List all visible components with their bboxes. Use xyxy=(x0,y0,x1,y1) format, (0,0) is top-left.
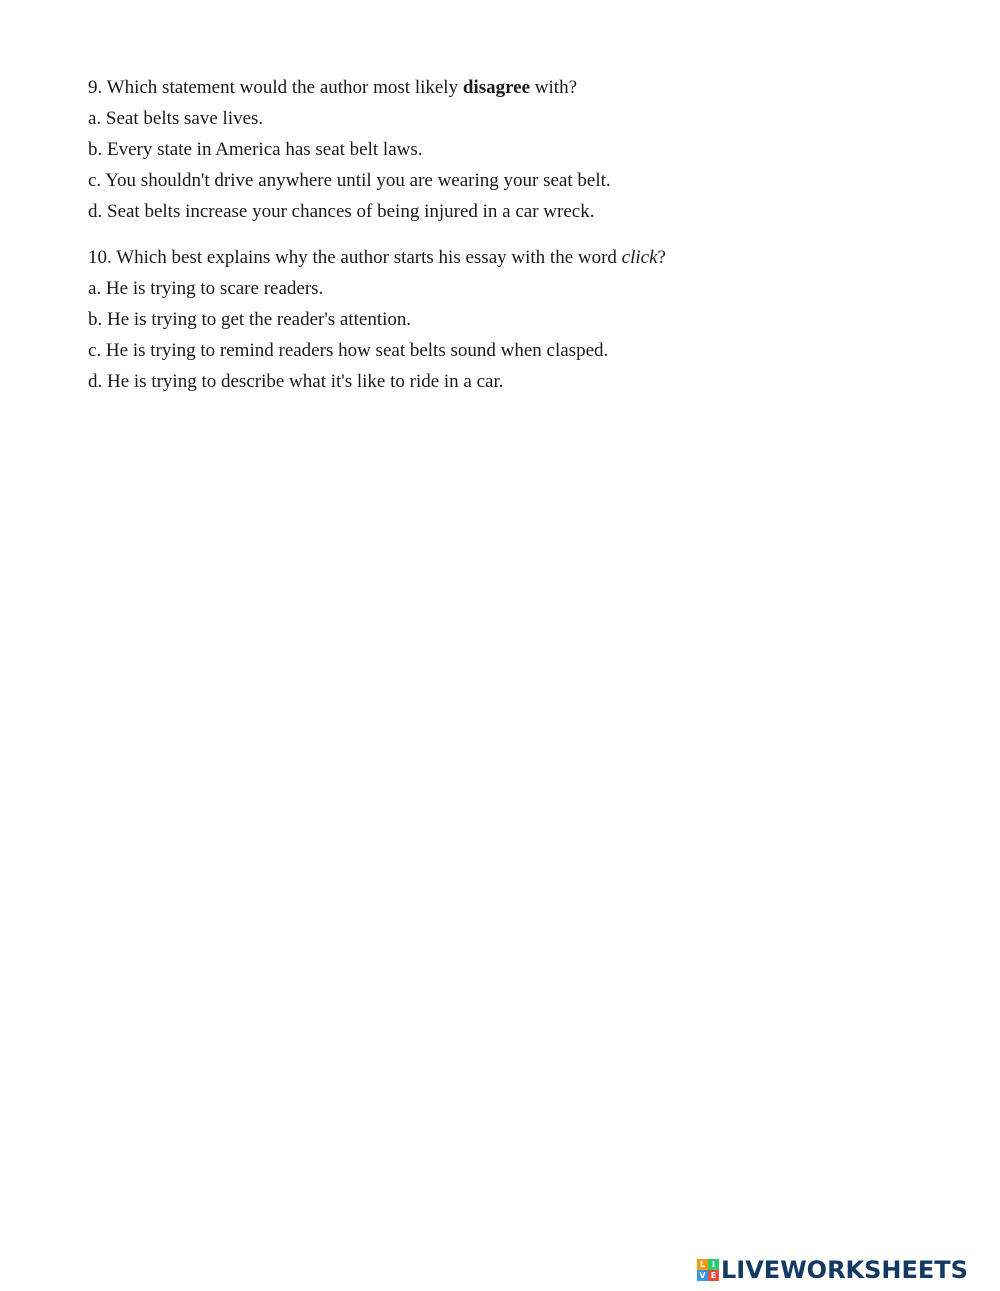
question-10-stem-end: ? xyxy=(657,247,666,268)
question-9-emphasis: disagree xyxy=(462,77,531,98)
question-9-stem xyxy=(88,72,968,103)
logo-wordmark: LIVEWORKSHEETS xyxy=(721,1256,968,1284)
question-10-option-a: a. He is trying to scare readers. xyxy=(88,278,324,299)
question-10 xyxy=(88,242,968,397)
logo-icon xyxy=(697,1259,719,1281)
question-9-stem-end: with? xyxy=(530,77,578,98)
question-10-option-d: d. He is trying to describe what it's like to ride in a car. xyxy=(88,371,504,392)
logo-letter-l: L xyxy=(697,1259,708,1270)
logo-letter-i: I xyxy=(708,1259,719,1270)
question-9 xyxy=(88,72,968,227)
question-9-option-a: a. Seat belts save lives. xyxy=(88,108,264,129)
question-10-stem xyxy=(88,242,968,273)
logo-letter-e: E xyxy=(708,1270,719,1281)
liveworksheets-logo xyxy=(697,1255,968,1285)
question-10-option-c: c. He is trying to remind readers how seat belts sound when clasped. xyxy=(88,340,609,361)
question-10-emphasis: click xyxy=(621,247,658,268)
question-10-option-b: b. He is trying to get the reader's attention. xyxy=(88,309,412,330)
question-9-stem-text: 9. Which statement would the author most likely xyxy=(88,77,463,98)
logo-letter-v: V xyxy=(697,1270,708,1281)
question-9-option-b: b. Every state in America has seat belt laws. xyxy=(88,139,423,160)
question-10-stem-text: 10. Which best explains why the author starts his essay with the word xyxy=(88,247,622,268)
question-9-option-c: c. You shouldn't drive anywhere until you are wearing your seat belt. xyxy=(88,170,611,191)
question-9-option-d: d. Seat belts increase your chances of being injured in a car wreck. xyxy=(88,201,595,222)
